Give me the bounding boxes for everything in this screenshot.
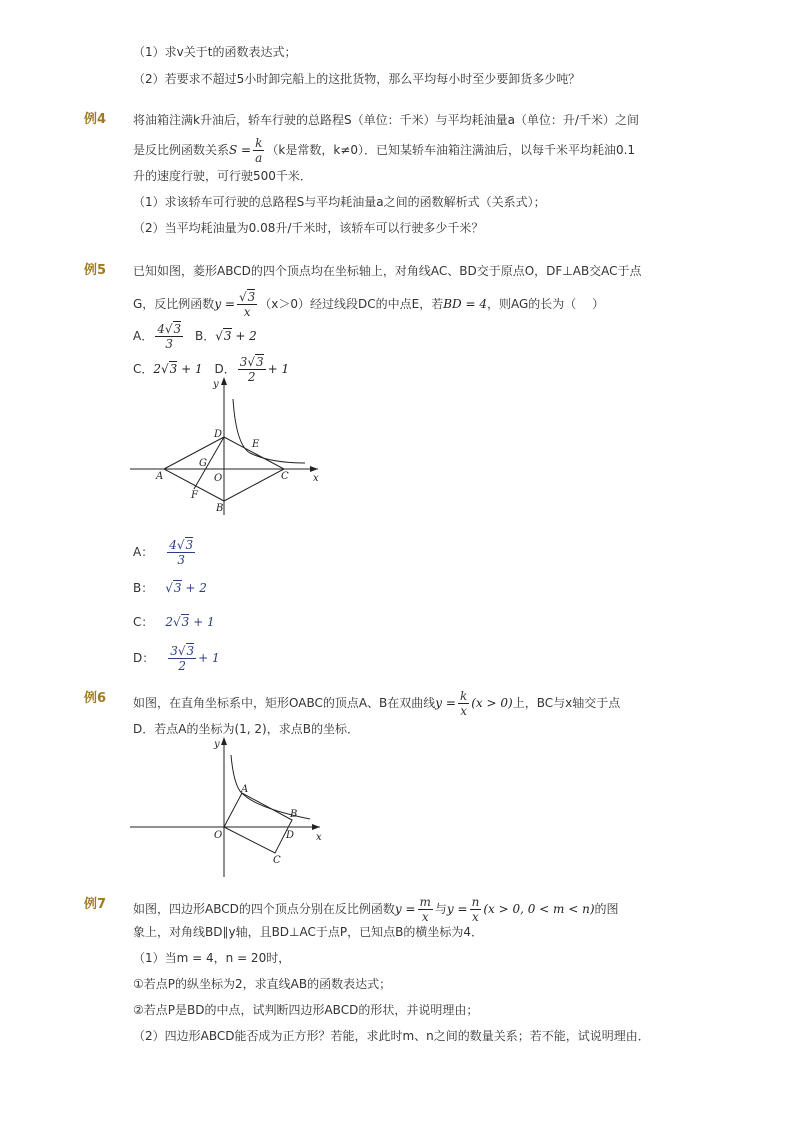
example-4-line-1: 将油箱注满k升油后，轿车行驶的总路程S（单位：千米）与平均耗油量a（单位：升/千米）之间	[133, 113, 639, 127]
x-axis-arrow-icon	[312, 824, 320, 830]
point-b-label: B	[216, 503, 224, 514]
example-6-label: 例6	[84, 691, 107, 706]
point-g-label: G	[199, 458, 207, 469]
point-a-label: A	[241, 784, 249, 795]
example-5-line-2: G，反比例函数y = $\frac{√3}{x}$ （x＞0）经过线段DC的中点E，若BD = 4，则AG的长为（ ）	[133, 290, 605, 319]
answer-option-d[interactable]: D： $\frac{3√3}{2}$ + 1	[133, 644, 220, 673]
example-4-label: 例4	[84, 112, 107, 127]
x-axis-arrow-icon	[310, 466, 318, 472]
rectangle-hyperbola-figure	[130, 737, 330, 877]
x-axis-label: x	[316, 832, 322, 843]
hyperbola-curve	[233, 399, 305, 463]
y-axis-label: y	[213, 379, 219, 390]
answer-option-b[interactable]: B： √3 + 2	[133, 581, 207, 595]
origin-o-label: O	[214, 473, 223, 484]
example-5-line-1: 已知如图，菱形ABCD的四个顶点均在坐标轴上，对角线AC、BD交于原点O，DF⊥AB交AC于点	[133, 264, 642, 278]
example-7-question-1: （1）当m = 4，n = 20时，	[133, 951, 291, 965]
example-5-options-cd: C．2√3 + 1 D． $\frac{3√3}{2}$ + 1	[133, 355, 290, 384]
example-4-line-2: 是反比例函数关系S = $\frac{k}{a}$ （k是常数，k≠0）．已知某轿车油箱注满油后，以每千米平均耗油0.1	[133, 136, 636, 165]
point-a-label: A	[156, 471, 164, 482]
point-f-label: F	[191, 490, 198, 501]
example-5-options-ab: A． $\frac{4√3}{3}$ B．√3 + 2	[133, 322, 257, 351]
point-b-label: B	[290, 809, 298, 820]
prev-question-2: （2）若要求不超过5小时卸完船上的这批货物，那么平均每小时至少要卸货多少吨？	[133, 72, 581, 86]
rectangle-oabc	[224, 793, 295, 853]
example-7-question-1b: ②若点P是BD的中点，试判断四边形ABCD的形状，并说明理由；	[133, 1003, 479, 1017]
y-axis-arrow-icon	[221, 377, 227, 385]
point-c-label: C	[281, 471, 289, 482]
example-4-line-3: 升的速度行驶，可行驶500千米．	[133, 169, 312, 183]
fraction-k-over-a: $\frac{k}{a}$	[255, 136, 263, 165]
example-6-line-2: D．若点A的坐标为(1, 2)，求点B的坐标．	[133, 722, 359, 736]
example-7-label: 例7	[84, 897, 107, 912]
y-axis-label: y	[214, 739, 220, 750]
example-7-line-1: 如图，四边形ABCD的四个顶点分别在反比例函数y = $\frac{m}{x}$ 与y = $\frac{n}{x}$ (x > 0, 0 < m < n)的图	[133, 895, 619, 924]
point-c-label: C	[273, 855, 281, 866]
origin-o-label: O	[214, 830, 223, 841]
x-axis-label: x	[313, 473, 319, 484]
example-7-question-2: （2）四边形ABCD能否成为正方形？若能，求此时m、n之间的数量关系；若不能，试说明理由．	[133, 1029, 650, 1043]
example-4-question-1: （1）求该轿车可行驶的总路程S与平均耗油量a之间的函数解析式（关系式）；	[133, 195, 546, 209]
point-e-label: E	[252, 439, 260, 450]
point-d-label: D	[214, 429, 223, 440]
example-6-line-1: 如图，在直角坐标系中，矩形OABC的顶点A、B在双曲线y = $\frac{k}{x}$ (x > 0)上，BC与x轴交于点	[133, 689, 621, 718]
example-7-line-2: 象上，对角线BD∥y轴，且BD⊥AC于点P，已知点B的横坐标为4．	[133, 925, 483, 939]
rhombus-figure	[130, 375, 330, 515]
example-4-question-2: （2）当平均耗油量为0.08升/千米时，该轿车可以行驶多少千米？	[133, 221, 484, 235]
answer-option-a[interactable]: A： $\frac{4√3}{3}$	[133, 538, 194, 567]
point-d-label: D	[286, 830, 295, 841]
example-5-label: 例5	[84, 263, 107, 278]
y-axis-arrow-icon	[221, 737, 227, 745]
example-7-question-1a: ①若点P的纵坐标为2，求直线AB的函数表达式；	[133, 977, 392, 991]
prev-question-1: （1）求v关于t的函数表达式；	[133, 45, 297, 59]
answer-option-c[interactable]: C： 2√3 + 1	[133, 615, 215, 629]
